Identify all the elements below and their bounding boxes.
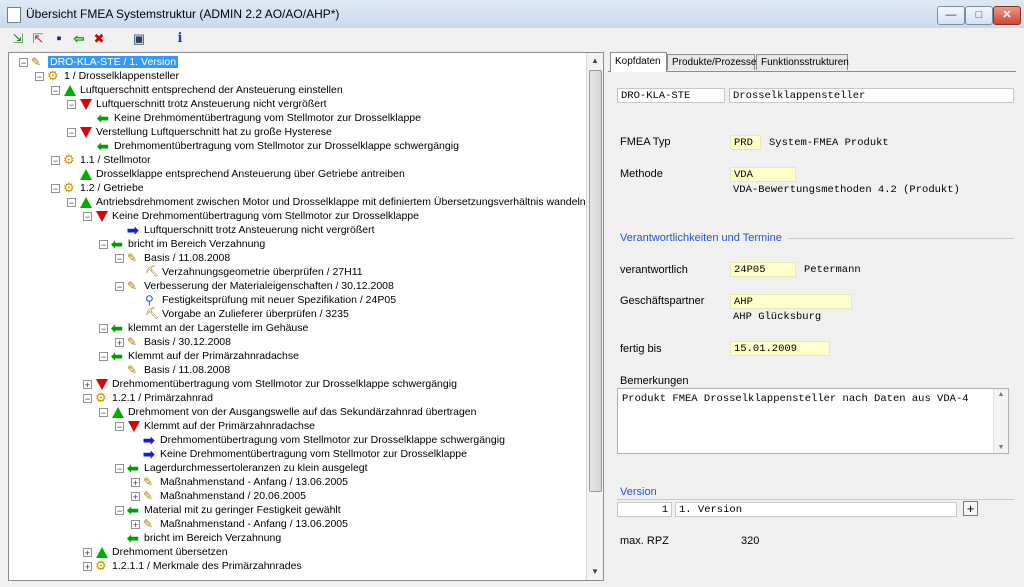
fmea-typ-label: FMEA Typ (620, 136, 671, 148)
measure-pencil-icon: ✎ (127, 363, 138, 378)
function-triangle-up-icon (112, 407, 124, 418)
measure-pencil-icon: ✎ (143, 475, 154, 490)
scroll-thumb[interactable] (589, 70, 602, 492)
system-element-gear-icon: ⚙ (63, 180, 75, 196)
tree-node-label: 1.2.1 / Primärzahnrad (112, 392, 213, 404)
collapse-icon[interactable]: − (100, 351, 107, 362)
section-divider (788, 238, 1014, 239)
window-title: Übersicht FMEA Systemstruktur (ADMIN 2.2 AO/AO/AHP*) (26, 7, 340, 21)
export-icon[interactable]: ⇱ (32, 31, 44, 46)
tree-node-label: Material mit zu geringer Festigkeit gewählt (144, 504, 341, 516)
app-icon (7, 7, 21, 23)
tree-node[interactable] (99, 321, 308, 335)
tree-node[interactable] (115, 223, 375, 237)
info-icon[interactable]: i (177, 31, 183, 46)
tree-node[interactable] (133, 307, 349, 321)
failure-cause-arrow-icon: ⬅ (111, 236, 123, 253)
tree-node-label: 1 / Drosselklappensteller (64, 70, 179, 82)
fmea-typ-code-field[interactable]: PRD (730, 135, 761, 150)
max-rpz-label: max. RPZ (620, 535, 669, 547)
tree-node[interactable] (19, 55, 178, 69)
function-triangle-up-icon (64, 85, 76, 96)
function-triangle-up-icon (96, 547, 108, 558)
scroll-down-arrow-icon[interactable]: ▼ (997, 444, 1005, 451)
tree-node[interactable] (99, 349, 299, 363)
bemerkungen-scrollbar[interactable] (993, 389, 1008, 453)
save-icon[interactable]: ▪ (56, 30, 62, 47)
tree-node[interactable] (67, 167, 405, 181)
tab-produkte-prozesse[interactable]: Produkte/Prozesse (667, 54, 755, 70)
tree-node[interactable] (83, 209, 419, 223)
tree-node[interactable] (115, 279, 394, 293)
detail-panel (608, 52, 1016, 579)
verantwortlich-name: Petermann (804, 264, 861, 276)
tree-node[interactable] (85, 139, 459, 153)
fmea-code-field[interactable]: DRO-KLA-STE (617, 88, 725, 103)
expand-icon[interactable]: + (84, 379, 91, 390)
tree-node[interactable] (83, 391, 213, 405)
expand-icon[interactable]: + (116, 337, 123, 348)
expand-icon[interactable]: + (84, 561, 91, 572)
tree-node[interactable] (131, 489, 306, 503)
tree-node-label: Drehmoment von der Ausgangswelle auf das Sekundärzahnrad übertragen (128, 406, 477, 418)
tree-node-label: Maßnahmenstand - Anfang / 13.06.2005 (160, 518, 348, 530)
tree-node-label: bricht im Bereich Verzahnung (128, 238, 266, 250)
import-icon[interactable]: ⇲ (12, 31, 24, 46)
failure-triangle-down-icon (96, 211, 108, 222)
tree-node[interactable] (115, 335, 231, 349)
tree-node[interactable] (115, 531, 281, 545)
collapse-icon[interactable]: − (100, 239, 107, 250)
tree-node-label: Drosselklappe entsprechend Ansteuerung über Getriebe antreiben (96, 168, 405, 180)
action-tool-icon: ⛏ (145, 308, 159, 321)
collapse-icon[interactable]: − (84, 211, 91, 222)
expand-icon[interactable]: + (132, 477, 139, 488)
bemerkungen-label: Bemerkungen (620, 375, 689, 387)
partner-name: AHP Glücksburg (733, 311, 822, 323)
tree-node-label: Basis / 30.12.2008 (144, 336, 231, 348)
partner-label: Geschäftspartner (620, 295, 705, 307)
tree-node-label: 1.1 / Stellmotor (80, 154, 151, 166)
expand-icon[interactable]: + (84, 547, 91, 558)
tree-node[interactable] (83, 545, 228, 559)
tree-node-label: Luftquerschnitt entsprechend der Ansteuerung einstellen (80, 84, 343, 96)
tree-node-label: Vorgabe an Zulieferer überprüfen / 3235 (162, 308, 349, 320)
collapse-icon[interactable]: − (116, 281, 123, 292)
collapse-icon[interactable]: − (68, 197, 75, 208)
collapse-icon[interactable]: − (84, 393, 91, 404)
methode-label: Methode (620, 168, 663, 180)
tree-node-label: Basis / 11.08.2008 (144, 364, 231, 376)
measure-pencil-icon: ✎ (127, 279, 138, 294)
max-rpz-value: 320 (741, 535, 760, 547)
failure-effect-arrow-icon: ➡ (143, 446, 155, 463)
collapse-icon[interactable]: − (116, 463, 123, 474)
failure-effect-arrow-icon: ➡ (127, 222, 139, 239)
collapse-icon[interactable]: − (52, 85, 59, 96)
tree-node[interactable] (35, 69, 179, 83)
tree-node[interactable] (67, 125, 332, 139)
methode-code-field[interactable]: VDA (730, 167, 796, 182)
failure-cause-arrow-icon: ⬅ (111, 320, 123, 337)
failure-effect-arrow-icon: ➡ (143, 432, 155, 449)
failure-cause-arrow-icon: ⬅ (127, 460, 139, 477)
tree-node[interactable] (83, 377, 457, 391)
report-icon[interactable]: ▣ (132, 31, 146, 46)
inspection-magnifier-icon: ⚲ (145, 293, 154, 308)
partner-code-field[interactable]: AHP (730, 294, 852, 309)
tree-node[interactable] (131, 475, 348, 489)
bemerkungen-textarea[interactable] (617, 388, 1009, 454)
window-titlebar (0, 0, 1024, 29)
fmea-name-field[interactable]: Drosselklappensteller (729, 88, 1014, 103)
tree-node[interactable] (115, 419, 315, 433)
failure-cause-arrow-icon: ⬅ (97, 110, 109, 127)
tree-node-label: 1.2 / Getriebe (80, 182, 144, 194)
collapse-icon[interactable]: − (68, 99, 75, 110)
fertig-bis-label: fertig bis (620, 343, 662, 355)
system-element-gear-icon: ⚙ (63, 152, 75, 168)
tree-node-label: Maßnahmenstand / 20.06.2005 (160, 490, 306, 502)
tree-node-label: Verstellung Luftquerschnitt hat zu große Hysterese (96, 126, 332, 138)
tree-node[interactable] (131, 433, 505, 447)
failure-triangle-down-icon (96, 379, 108, 390)
tree-node-label: Luftquerschnitt trotz Ansteuerung nicht vergrößert (144, 224, 375, 236)
collapse-icon[interactable]: − (20, 57, 27, 68)
tree-node-label: Klemmt auf der Primärzahnradachse (144, 420, 315, 432)
tree-node[interactable] (133, 265, 363, 279)
add-version-button[interactable]: + (963, 501, 978, 516)
tree-node[interactable] (133, 293, 396, 307)
tree-node-label: Drehmoment übersetzen (112, 546, 228, 558)
toolbar (0, 28, 1024, 50)
failure-triangle-down-icon (128, 421, 140, 432)
action-tool-icon: ⛏ (145, 266, 159, 279)
tree-node[interactable] (115, 363, 230, 377)
collapse-icon[interactable]: − (36, 71, 43, 82)
tree-node[interactable] (67, 195, 586, 209)
collapse-icon[interactable]: − (116, 505, 123, 516)
expand-icon[interactable]: + (132, 491, 139, 502)
tree-node-label: Keine Drehmomentübertragung vom Stellmotor zur Drosselklappe (112, 210, 419, 222)
function-triangle-up-icon (80, 197, 92, 208)
function-triangle-up-icon (80, 169, 92, 180)
measure-pencil-icon: ✎ (143, 489, 154, 504)
failure-triangle-down-icon (80, 99, 92, 110)
fertig-bis-field[interactable]: 15.01.2009 (730, 341, 830, 356)
back-arrow-icon[interactable]: ⇦ (73, 31, 85, 46)
tree-node-label: Basis / 11.08.2008 (144, 252, 231, 264)
maximize-button[interactable]: □ (965, 6, 993, 25)
scroll-up-arrow-icon[interactable]: ▲ (591, 56, 599, 65)
tree-node-label: Verbesserung der Materialeigenschaften / 30.12.2008 (144, 280, 394, 292)
tree-node[interactable] (131, 447, 467, 461)
version-divider (617, 499, 1014, 500)
tree-node[interactable] (51, 153, 151, 167)
tree-node-label: Keine Drehmomentübertragung vom Stellmotor zur Drosselklappe (114, 112, 421, 124)
collapse-icon[interactable]: − (100, 323, 107, 334)
tree-node[interactable] (131, 517, 348, 531)
tree-node-label: Antriebsdrehmoment zwischen Motor und Drosselklappe mit definiertem Übersetzungsverhältnis wandeln (96, 196, 586, 208)
tree-node-label: Verzahnungsgeometrie überprüfen / 27H11 (162, 266, 363, 278)
minimize-button[interactable]: — (937, 6, 965, 25)
tree-node[interactable] (115, 461, 368, 475)
fmea-typ-text: System-FMEA Produkt (769, 137, 889, 149)
collapse-icon[interactable]: − (52, 183, 59, 194)
tab-funktionsstrukturen[interactable]: Funktionsstrukturen (756, 54, 848, 70)
scroll-down-arrow-icon[interactable]: ▼ (591, 567, 599, 576)
tree-node-label: Drehmomentübertragung vom Stellmotor zur Drosselklappe schwergängig (160, 434, 505, 446)
collapse-icon[interactable]: − (68, 127, 75, 138)
tab-kopfdaten[interactable]: Kopfdaten (610, 52, 667, 72)
version-number-field[interactable]: 1 (617, 502, 672, 517)
collapse-icon[interactable]: − (116, 421, 123, 432)
version-name-field[interactable]: 1. Version (675, 502, 957, 517)
tree-node-label: 1.2.1.1 / Merkmale des Primärzahnrades (112, 560, 302, 572)
tree-node-label: Maßnahmenstand - Anfang / 13.06.2005 (160, 476, 348, 488)
tree-node-label: Drehmomentübertragung vom Stellmotor zur Drosselklappe schwergängig (112, 378, 457, 390)
measure-pencil-icon: ✎ (143, 517, 154, 532)
system-element-gear-icon: ⚙ (47, 68, 59, 84)
tree-node-label: Luftquerschnitt trotz Ansteuerung nicht vergrößert (96, 98, 327, 110)
tree-node[interactable] (83, 559, 302, 573)
system-element-gear-icon: ⚙ (95, 558, 107, 574)
methode-text: VDA-Bewertungsmethoden 4.2 (Produkt) (733, 184, 960, 196)
failure-cause-arrow-icon: ⬅ (97, 138, 109, 155)
tree-node-label: Keine Drehmomentübertragung vom Stellmotor zur Drosselklappe (160, 448, 467, 460)
delete-icon[interactable]: ✖ (93, 31, 105, 46)
tree-node-label: bricht im Bereich Verzahnung (144, 532, 282, 544)
tree-node[interactable] (99, 405, 476, 419)
tree-node[interactable] (51, 83, 343, 97)
failure-cause-arrow-icon: ⬅ (111, 348, 123, 365)
failure-cause-arrow-icon: ⬅ (127, 502, 139, 519)
collapse-icon[interactable]: − (116, 253, 123, 264)
tab-strip (608, 52, 1016, 72)
structure-tree[interactable] (8, 52, 604, 581)
verantwortlich-label: verantwortlich (620, 264, 688, 276)
section-verantwortung-title: Verantwortlichkeiten und Termine (620, 232, 782, 244)
tree-node-label: Drehmomentübertragung vom Stellmotor zur Drosselklappe schwergängig (114, 140, 459, 152)
tree-node[interactable] (51, 181, 144, 195)
tree-node[interactable] (85, 111, 421, 125)
kopfdaten-body (608, 72, 1016, 579)
collapse-icon[interactable]: − (100, 407, 107, 418)
tree-scrollbar[interactable] (586, 53, 603, 580)
tree-node-label: klemmt an der Lagerstelle im Gehäuse (128, 322, 309, 334)
tree-node-label: Lagerdurchmessertoleranzen zu klein ausgelegt (144, 462, 368, 474)
tree-node-label: Festigkeitsprüfung mit neuer Spezifikation / 24P05 (162, 294, 397, 306)
measure-pencil-icon: ✎ (127, 251, 138, 266)
system-element-gear-icon: ⚙ (95, 390, 107, 406)
failure-cause-arrow-icon: ⬅ (127, 530, 139, 547)
tree-node-label: Klemmt auf der Primärzahnradachse (128, 350, 299, 362)
tree-node[interactable] (67, 97, 327, 111)
verantwortlich-code-field[interactable]: 24P05 (730, 262, 796, 277)
scroll-up-arrow-icon[interactable]: ▲ (997, 391, 1005, 398)
tree-node[interactable] (115, 251, 230, 265)
tree-node[interactable] (99, 237, 265, 251)
tree-node[interactable] (115, 503, 341, 517)
measure-pencil-icon: ✎ (127, 335, 138, 350)
tree-node-label: DRO-KLA-STE / 1. Version (50, 56, 177, 68)
bemerkungen-text: Produkt FMEA Drosselklappensteller nach Daten aus VDA-4 (622, 393, 969, 405)
close-button[interactable]: ✕ (993, 6, 1021, 25)
measure-pencil-icon: ✎ (31, 55, 42, 70)
version-title: Version (620, 486, 657, 498)
failure-triangle-down-icon (80, 127, 92, 138)
expand-icon[interactable]: + (132, 519, 139, 530)
collapse-icon[interactable]: − (52, 155, 59, 166)
